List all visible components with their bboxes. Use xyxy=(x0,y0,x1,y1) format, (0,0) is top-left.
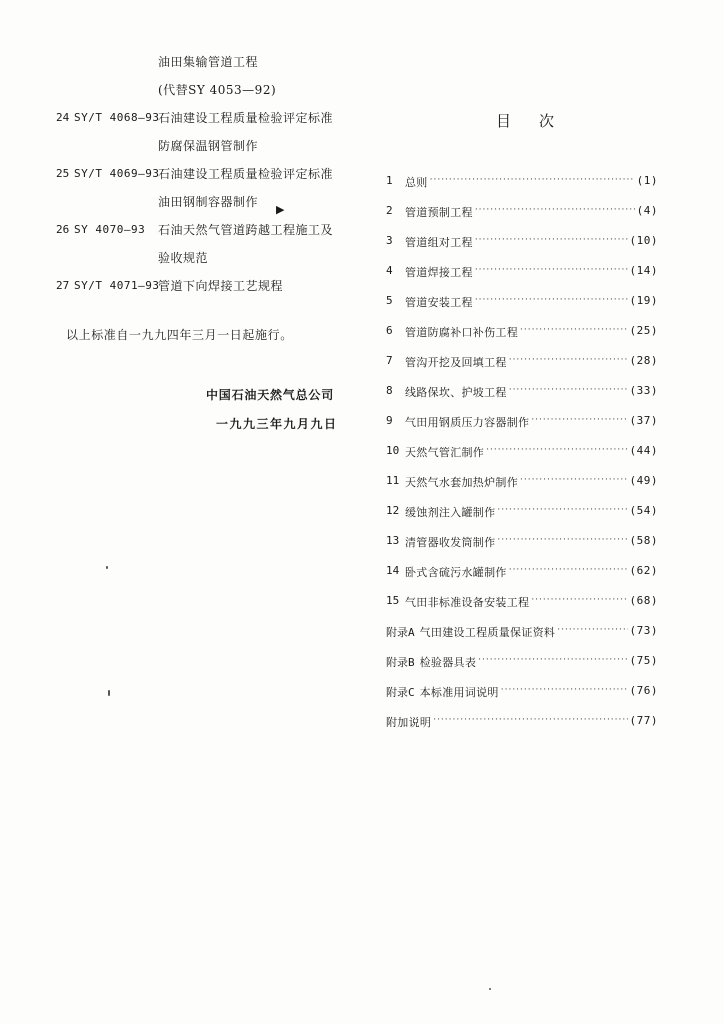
toc-entry xyxy=(386,654,658,684)
toc-entry-title: 气田非标准设备安装工程 xyxy=(405,596,530,609)
standard-title: 油田集输管道工程 xyxy=(158,55,259,69)
toc-entry xyxy=(386,354,658,384)
toc-entry xyxy=(386,204,658,234)
toc-entry xyxy=(386,234,658,264)
standard-number: 24 xyxy=(56,111,70,124)
standard-line xyxy=(56,280,316,308)
toc-entry-number: 13 xyxy=(386,534,400,547)
toc-leader-dots xyxy=(475,234,628,247)
issuer-name: 中国石油天然气总公司 xyxy=(206,388,335,402)
toc-entry xyxy=(386,624,658,654)
toc-entry-page: (14) xyxy=(629,264,658,277)
standard-code: SY 4070—93 xyxy=(74,223,146,236)
toc-leader-dots xyxy=(557,624,627,637)
toc-leader-dots xyxy=(520,324,628,337)
standard-line xyxy=(56,84,316,112)
toc-entry-title: 管道防腐补口补伤工程 xyxy=(405,326,518,339)
standard-code: SY/T 4068—93 xyxy=(74,111,160,124)
toc-entry-title: 附加说明 xyxy=(386,716,432,729)
toc-entry xyxy=(386,174,658,204)
toc-entry-page: (4) xyxy=(636,204,658,217)
toc-leader-dots xyxy=(531,414,627,427)
toc-entry-number: 4 xyxy=(386,264,393,277)
standard-line xyxy=(56,223,334,252)
toc-entry xyxy=(386,714,658,744)
toc-entry-number: 9 xyxy=(386,414,393,427)
toc-entry-page: (62) xyxy=(629,564,658,577)
standard-title: 石油建设工程质量检验评定标准 xyxy=(158,167,334,181)
toc-leader-dots xyxy=(509,384,628,397)
standard-line xyxy=(56,56,316,84)
standard-number: 27 xyxy=(56,279,70,292)
toc-leader-dots xyxy=(531,594,627,607)
toc-entry-title: 管沟开挖及回填工程 xyxy=(405,356,507,369)
standard-entry xyxy=(56,111,334,168)
toc-entry-number: 14 xyxy=(386,564,400,577)
toc-entry-number: 附录B xyxy=(386,656,415,669)
toc-entry-title: 气田建设工程质量保证资料 xyxy=(419,626,556,639)
toc-entry-page: (1) xyxy=(636,174,658,187)
toc-entry-number: 15 xyxy=(386,594,400,607)
toc-entry-title: 管道安装工程 xyxy=(405,296,473,309)
toc-entry-page: (68) xyxy=(629,594,658,607)
toc-leader-dots xyxy=(475,294,628,307)
toc-entry-page: (58) xyxy=(629,534,658,547)
standard-entry xyxy=(56,56,316,112)
toc-entry-title: 天然气管汇制作 xyxy=(405,446,485,459)
toc-entry-number: 1 xyxy=(386,174,393,187)
standard-title: 石油天然气管道跨越工程施工及 xyxy=(158,223,334,237)
toc-entry-number: 7 xyxy=(386,354,393,367)
standard-line xyxy=(56,111,334,140)
toc-entry-page: (37) xyxy=(629,414,658,427)
toc-entry-title: 卧式含硫污水罐制作 xyxy=(405,566,507,579)
toc-entry-number: 6 xyxy=(386,324,393,337)
effective-date-note: 以上标准自一九九四年三月一日起施行。 xyxy=(66,328,293,342)
toc-entry xyxy=(386,414,658,444)
standard-entry xyxy=(56,280,316,308)
standard-code: SY/T 4071—93 xyxy=(74,279,160,292)
toc-entry-title: 检验器具表 xyxy=(419,656,477,669)
toc-entry-title: 总则 xyxy=(405,176,428,189)
toc-leader-dots xyxy=(486,444,627,457)
toc-leader-dots xyxy=(475,264,628,277)
toc-entry-page: (25) xyxy=(629,324,658,337)
toc-entry-title: 管道预制工程 xyxy=(405,206,473,219)
toc-entry-title: 清管器收发筒制作 xyxy=(405,536,496,549)
toc-heading: 目次 xyxy=(496,112,583,130)
toc-entry-page: (54) xyxy=(629,504,658,517)
toc-entry xyxy=(386,594,658,624)
toc-entry-number: 2 xyxy=(386,204,393,217)
toc-entry-page: (33) xyxy=(629,384,658,397)
toc-entry-page: (49) xyxy=(629,474,658,487)
issue-date: 一九九三年九月九日 xyxy=(216,417,338,431)
standard-line xyxy=(56,140,316,168)
toc-entry xyxy=(386,684,658,714)
standard-title: 管道下向焊接工艺规程 xyxy=(158,279,284,293)
standard-number: 25 xyxy=(56,167,70,180)
toc-entry xyxy=(386,564,658,594)
toc-leader-dots xyxy=(497,534,627,547)
standard-line xyxy=(56,252,316,280)
toc-entry-number: 附录C xyxy=(386,686,415,699)
toc-leader-dots xyxy=(497,504,627,517)
toc-entry-number: 8 xyxy=(386,384,393,397)
standard-number: 26 xyxy=(56,223,70,236)
toc-entry-number: 11 xyxy=(386,474,400,487)
toc-entry-title: 气田用钢质压力容器制作 xyxy=(405,416,530,429)
toc-entry-title: 天然气水套加热炉制作 xyxy=(405,476,518,489)
table-of-contents xyxy=(386,174,658,744)
toc-leader-dots xyxy=(433,714,627,727)
toc-entry xyxy=(386,294,658,324)
toc-entry-page: (73) xyxy=(629,624,658,637)
toc-entry-page: (19) xyxy=(629,294,658,307)
toc-leader-dots xyxy=(520,474,628,487)
toc-entry-number: 5 xyxy=(386,294,393,307)
standard-code: SY/T 4069—93 xyxy=(74,167,160,180)
toc-leader-dots xyxy=(509,354,628,367)
toc-entry-page: (28) xyxy=(629,354,658,367)
toc-entry xyxy=(386,324,658,354)
toc-leader-dots xyxy=(478,654,627,667)
toc-entry-page: (44) xyxy=(629,444,658,457)
standard-title-continued: (代替SY 4053—92) xyxy=(158,83,277,97)
toc-entry xyxy=(386,444,658,474)
toc-leader-dots xyxy=(430,174,635,187)
standard-title-continued: 验收规范 xyxy=(158,251,209,265)
toc-entry xyxy=(386,504,658,534)
toc-leader-dots xyxy=(509,564,628,577)
toc-entry-number: 附录A xyxy=(386,626,415,639)
standard-title: 石油建设工程质量检验评定标准 xyxy=(158,111,334,125)
toc-entry-page: (10) xyxy=(629,234,658,247)
toc-entry-title: 线路保坎、护坡工程 xyxy=(405,386,507,399)
standards-list xyxy=(56,55,334,308)
toc-entry xyxy=(386,534,658,564)
toc-entry-title: 缓蚀剂注入罐制作 xyxy=(405,506,496,519)
toc-entry-number: 3 xyxy=(386,234,393,247)
toc-entry-page: (75) xyxy=(629,654,658,667)
toc-entry-title: 管道组对工程 xyxy=(405,236,473,249)
standard-entry xyxy=(56,223,334,280)
scan-speck xyxy=(108,690,110,696)
scan-mark: ▶ xyxy=(276,203,285,216)
toc-entry xyxy=(386,384,658,414)
toc-entry-title: 本标准用词说明 xyxy=(419,686,499,699)
toc-entry-number: 10 xyxy=(386,444,400,457)
toc-entry-title: 管道焊接工程 xyxy=(405,266,473,279)
scan-speck xyxy=(106,566,108,569)
toc-entry xyxy=(386,474,658,504)
toc-leader-dots xyxy=(475,204,635,217)
standard-title-continued: 油田钢制容器制作 xyxy=(158,195,259,209)
toc-entry xyxy=(386,264,658,294)
toc-leader-dots xyxy=(501,684,628,697)
toc-entry-page: (76) xyxy=(629,684,658,697)
toc-entry-page: (77) xyxy=(629,714,658,727)
standard-line xyxy=(56,167,334,196)
scan-speck xyxy=(489,988,491,990)
toc-entry-number: 12 xyxy=(386,504,400,517)
standard-title-continued: 防腐保温钢管制作 xyxy=(158,139,259,153)
